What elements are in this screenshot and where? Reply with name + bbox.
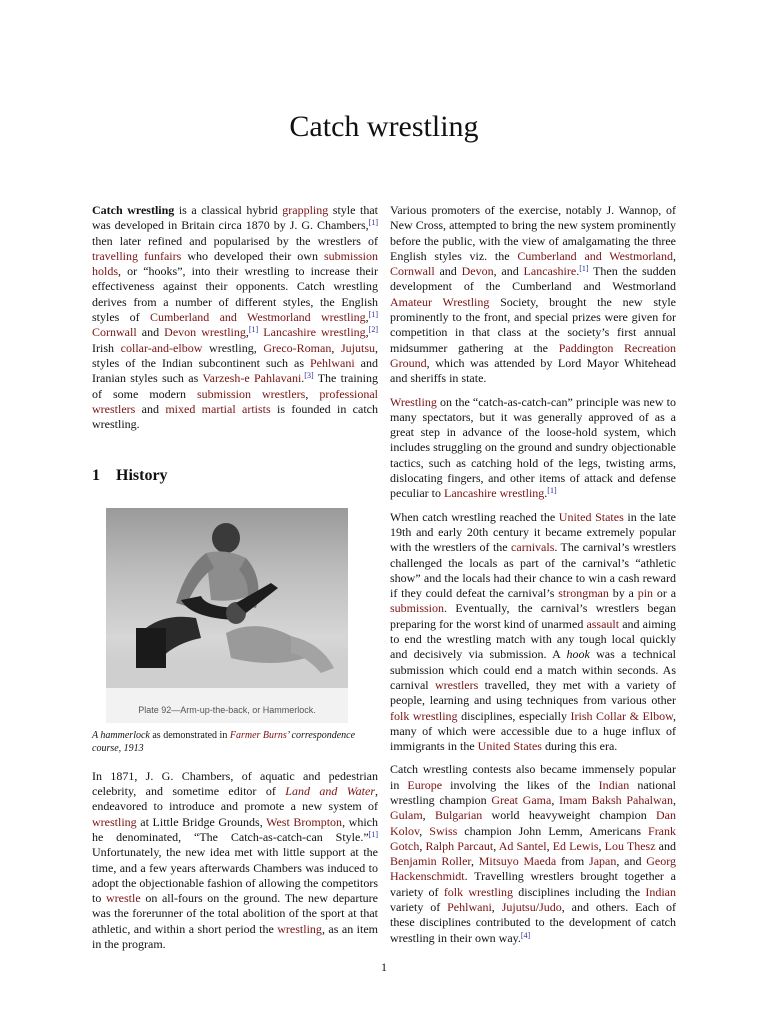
wiki-link[interactable]: Cornwall [390, 264, 435, 279]
wiki-link[interactable]: Ed Lewis [552, 838, 599, 853]
text-run: , and [493, 264, 524, 279]
text-run: Unfortunately, the new idea met with little support at the time, and a few years afterwards Chambers was induced to adopt the objectionable fashion of allowing the competitors to [92, 845, 378, 906]
wiki-link[interactable]: Cumberland and Westmorland wrestling [149, 310, 366, 325]
hammerlock-photo[interactable] [106, 508, 348, 723]
text-run: disciplines, especially [457, 708, 571, 723]
wiki-link[interactable]: Mitsuyo Maeda [478, 854, 557, 869]
text-run: . Travelling wrestlers brought together a variety of [390, 869, 676, 899]
wiki-link[interactable]: Irish Collar & Elbow [570, 708, 674, 723]
wiki-link[interactable]: Jujutsu [341, 340, 376, 355]
wiki-link[interactable]: Benjamin Roller [390, 854, 471, 869]
figure-caption [92, 729, 378, 755]
text-run: champion John Lemm, Americans [457, 823, 649, 838]
citation-link[interactable]: [4] [520, 930, 531, 940]
text-run: , [422, 808, 435, 823]
citation-link[interactable]: [3] [304, 371, 314, 381]
wiki-link[interactable]: West Brompton [266, 814, 343, 829]
citation-link[interactable]: [1] [368, 310, 378, 320]
text-run: involving the likes of the [442, 777, 599, 792]
text-run: The training of some modern [92, 371, 378, 401]
wiki-link[interactable]: Devon wrestling [164, 325, 246, 340]
text-run: , many of which were accessible due to a huge influx of immigrants in the [390, 708, 677, 754]
text-run: during this era. [541, 739, 618, 754]
wiki-link[interactable]: Jujutsu [501, 900, 536, 915]
text-run: by a [608, 586, 638, 601]
wiki-link[interactable]: wrestling [92, 814, 137, 829]
wiki-link[interactable]: Judo [539, 900, 562, 915]
text-run: , [419, 838, 426, 853]
right-column [390, 203, 676, 954]
wiki-link[interactable]: Europe [407, 777, 443, 792]
text-run: ’ correspondence course, 1913 [92, 729, 356, 754]
section-title: History [116, 467, 168, 485]
text-run: at Little Bridge Grounds, [136, 814, 267, 829]
wiki-link[interactable]: Pehlwani [310, 355, 355, 370]
text-run: , [598, 838, 605, 853]
wiki-link[interactable]: Ad Santel [498, 838, 547, 853]
catch-as-catch-can-paragraph [390, 395, 676, 502]
text-run: , and [616, 854, 647, 869]
text-run: on the “catch-as-catch-can” principle was new to many spectators, but it was generally approved of as a great step in advance of the loose-hold system, which includes struggling on the ground and sundry objectionable tactics, such as catching hold of the legs, twisting arms, dislocating fingers, and other items of attack and defense peculiar to [390, 394, 676, 501]
text-run: style that was developed in Britain circa 1870 by J. G. Chambers, [92, 203, 378, 233]
text-run: , [546, 838, 553, 853]
text-run: , styles of the Indian subcontinent such as [92, 340, 379, 370]
text-run: , [365, 325, 369, 340]
wiki-link[interactable]: pin [637, 586, 654, 601]
intro-paragraph [92, 203, 378, 432]
text-run: and aiming to end the wrestling match with any tough local quickly and decisively via submission. A [390, 616, 676, 662]
text-run: as demonstrated in [152, 729, 230, 741]
wiki-link[interactable]: folk wrestling [390, 708, 458, 723]
wiki-link[interactable]: wrestlers [434, 677, 479, 692]
wiki-link[interactable]: assault [586, 616, 620, 631]
citation-link[interactable]: [1] [579, 264, 589, 274]
wiki-link[interactable]: folk wrestling [443, 884, 514, 899]
text-run: Then the sudden development of the Cumberland and Westmorland [390, 264, 677, 294]
text-run: , [245, 325, 249, 340]
bold-term: Catch wrestling [92, 203, 175, 217]
text-run: . [576, 264, 580, 279]
text-run: , [491, 900, 502, 915]
text-run: national wrestling champion [390, 777, 676, 807]
text-run: on all-fours on the ground. The new departure was the forerunner of the total abolition of the sport at that athletic, and within a short period the [92, 891, 378, 936]
text-run: / [535, 900, 540, 915]
wiki-link[interactable]: United States [477, 739, 542, 754]
text-run: , which was attended by Lord Mayor Whitehead and sheriffs in state. [390, 355, 676, 386]
wiki-link[interactable]: Bulgarian [434, 808, 483, 823]
text-run: , [551, 792, 560, 807]
text-run: or a [653, 586, 677, 601]
text-run: , [419, 823, 430, 838]
wiki-link[interactable]: grappling [282, 203, 329, 217]
text-run: , [331, 340, 341, 355]
page-number: 1 [381, 960, 387, 974]
text-run: from [556, 854, 590, 869]
wiki-link[interactable]: Devon [461, 264, 494, 279]
page-title: Catch wrestling [289, 110, 479, 143]
text-run: , [365, 310, 369, 325]
text-run: and Iranian styles such as [92, 355, 379, 386]
wiki-link[interactable]: Dan Kolov [390, 808, 676, 838]
photo-plate-caption: Plate 92—Arm-up-the-back, or Hammerlock. [138, 705, 316, 716]
text-run: When catch wrestling reached the [390, 509, 559, 524]
history-paragraph [92, 769, 378, 953]
section-number: 1 [92, 467, 100, 485]
text-run: In 1871, J. G. Chambers, of aquatic and pedestrian celebrity, and sometime editor of [92, 768, 378, 799]
europe-paragraph [390, 762, 676, 946]
text-run: , or “hooks”, into their wrestling to increase their effectiveness against their opponents. Catch wrestling derives from a number of different styles, the English styles of [92, 264, 378, 325]
text-run: . Eventually, the carnival’s wrestlers began preparing for the worst kind of unarmed [390, 601, 676, 631]
text-run: travelled, they met with a variety of people, learning and using techniques from various other [390, 677, 676, 708]
wiki-link[interactable]: Varzesh-e Pahlavani [202, 371, 302, 386]
text-run: variety of [390, 900, 448, 915]
text-run: wrestling, [202, 340, 264, 355]
text-run: . The carnival’s wrestlers challenged the locals as part of the carnival’s “athletic show” and the locals had their chance to win a cash reward if they could defeat the carnival’s [390, 540, 677, 601]
wiki-link[interactable]: Farmer Burns [229, 729, 287, 741]
text-run: was a technical submission which could end a match within seconds. As carnival [390, 647, 676, 692]
wiki-link[interactable]: Swiss [429, 823, 458, 838]
text-run: A hammerlock [92, 729, 153, 741]
wiki-link[interactable]: Wrestling [390, 394, 437, 409]
figure-hammerlock [92, 508, 378, 755]
wiki-link[interactable]: Lancashire wrestling [443, 486, 545, 501]
text-run: hook [566, 647, 590, 662]
text-run: Various promoters of the exercise, notably J. Wannop, of New Cross, attempted to bring the new system prominently before the public, with the view of amalgamating the three English styles viz. the [390, 203, 676, 263]
text-run: then later refined and popularised by the wrestlers of [92, 233, 378, 248]
text-run: , and others. Each of these disciplines contributed to the development of catch wrestling in their own way. [390, 900, 676, 945]
promoters-paragraph [390, 203, 676, 387]
wiki-link[interactable]: submission [390, 601, 445, 616]
wiki-link[interactable]: Gulam [390, 808, 423, 823]
wiki-link[interactable]: Lou Thesz [604, 838, 656, 853]
wiki-link[interactable]: Imam Baksh Pahalwan [559, 792, 674, 807]
text-run: and [136, 325, 165, 340]
wiki-link[interactable]: Lancashire wrestling [263, 325, 366, 340]
text-run: . [301, 371, 305, 386]
text-run: is founded in catch wrestling. [92, 401, 378, 432]
wrestlers-illustration [106, 508, 348, 723]
citation-link[interactable]: [1] [547, 486, 557, 496]
text-run: , endeavored to introduce and promote a new system of [92, 784, 378, 814]
wiki-link[interactable]: submission wrestlers [197, 386, 306, 401]
wiki-link[interactable]: mixed martial artists [165, 401, 271, 416]
wiki-link[interactable]: Lancashire [523, 264, 577, 279]
united-states-paragraph [390, 510, 676, 755]
text-run: and [434, 264, 462, 279]
citation-link[interactable]: [1] [368, 218, 378, 228]
wiki-link[interactable]: wrestle [106, 891, 141, 906]
wiki-link[interactable]: Greco-Roman [263, 340, 332, 355]
wiki-link[interactable]: strongman [558, 586, 609, 601]
text-run: disciplines including the [513, 884, 646, 899]
text-run: , as an item in the program. [92, 921, 379, 952]
wiki-link[interactable]: travelling funfairs [92, 248, 182, 263]
wiki-link[interactable]: Great Gama [491, 792, 552, 807]
text-run: and [655, 838, 677, 853]
text-run: , [305, 386, 320, 401]
text-run: , [673, 792, 677, 807]
wiki-link[interactable]: Georg Hackenschmidt [390, 854, 677, 884]
wiki-link[interactable]: Amateur Wrestling [390, 294, 490, 309]
text-run: , [493, 838, 499, 853]
text-run: Irish [92, 340, 121, 355]
wiki-link[interactable]: Pehlwani [447, 900, 492, 915]
text-run: , which he denominated, “The Catch-as-catch-can Style.” [92, 814, 378, 844]
citation-link[interactable]: [2] [368, 325, 378, 335]
wiki-link[interactable]: Cornwall [92, 325, 137, 340]
wiki-link[interactable]: Land and Water [285, 784, 375, 799]
wiki-link[interactable]: carnivals [511, 540, 555, 555]
text-run: Catch wrestling contests also became immensely popular in [390, 762, 676, 792]
text-run: . [544, 486, 548, 501]
text-run: is a classical hybrid [174, 203, 283, 217]
citation-link[interactable]: [1] [368, 829, 378, 839]
wiki-link[interactable]: professional wrestlers [92, 386, 379, 416]
wiki-link[interactable]: Frank Gotch [390, 823, 677, 853]
text-run: , [673, 248, 676, 263]
wiki-link[interactable]: Cumberland and Westmorland [517, 248, 673, 263]
text-run: world heavyweight champion [482, 808, 656, 823]
text-run: Society, brought the new style prominently to the front, and special prizes were given for competition in that class at the society’s first annual midsummer gathering at the [390, 294, 676, 355]
left-column [92, 203, 378, 960]
text-run: who developed their own [181, 248, 324, 263]
wiki-link[interactable]: submission holds [92, 248, 378, 279]
wiki-link[interactable]: Indian [598, 777, 630, 792]
wiki-link[interactable]: collar-and-elbow [120, 340, 203, 355]
text-run: and [135, 401, 166, 416]
wiki-link[interactable]: wrestling [277, 921, 322, 936]
text-run: in the late 19th and early 20th century it became extremely popular with the wrestlers of the [390, 509, 676, 555]
citation-link[interactable]: [1] [248, 325, 259, 335]
text-run: , [470, 854, 479, 869]
section-heading-history [92, 468, 378, 483]
wiki-link[interactable]: Japan [589, 854, 617, 869]
wiki-link[interactable]: Indian [645, 884, 676, 899]
wiki-link[interactable]: Paddington Recreation Ground [390, 340, 677, 370]
wiki-link[interactable]: Ralph Parcaut [425, 838, 494, 853]
wiki-link[interactable]: United States [558, 509, 624, 524]
